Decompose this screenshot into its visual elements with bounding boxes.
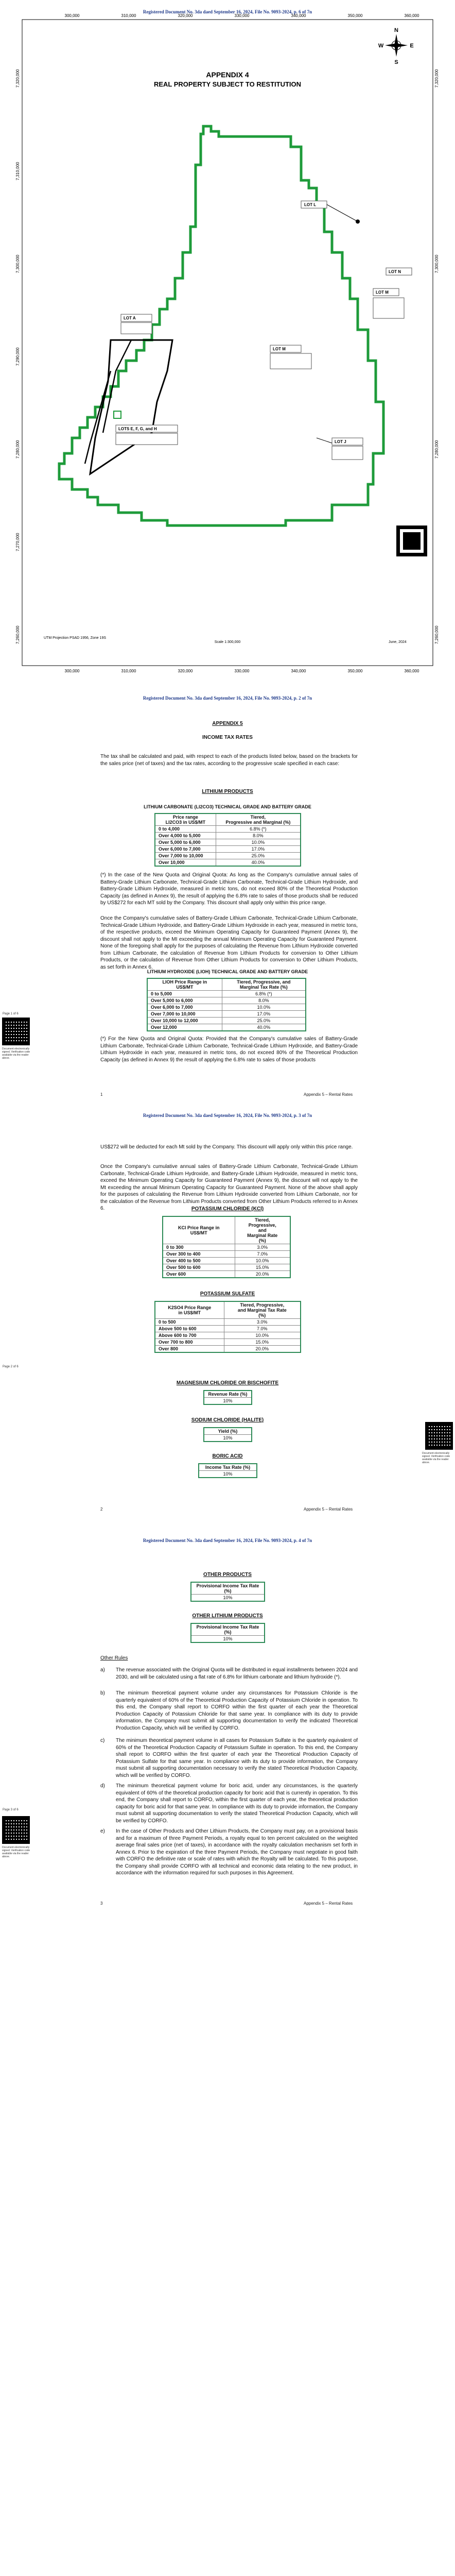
side-axis-label: 7,260,000 xyxy=(15,625,20,644)
lc-note-2: Once the Company's cumulative sales of Battery-Grade Lithium Carbonate, Technical-Grade Lithium Carbonate, Technical-Grade Lithium Hydroxide, and Battery-Grade Lithium Hydroxide in each year, measured in metric tons, of the respective products, exceed the Minimum Operating Capacity for Guaranteed Payment (Annex 9), the discount shall not apply to the MI exceeding the annual Minimum Operating Capacity for Guaranteed Payment. None of the foregoing shall apply for the purposes of calculating the Revenue from Lithium Hydroxide converted from Lithium Carbonate, the calculation of Revenue from Lithium Products for conversion to Other Lithium Products, or the calculation of Revenue from Other Lithium Products for conversion to Other Lithium Products, as set forth in Annex 6. xyxy=(100,916,358,970)
page-number: 2 xyxy=(100,1507,103,1512)
lithium-hydroxide-table xyxy=(147,978,306,1031)
lc-heading: LITHIUM CARBONATE (LI2CO3) TECHNICAL GRADE AND BATTERY GRADE xyxy=(144,804,311,809)
bottom-axis-label: 350,000 xyxy=(347,669,363,673)
other-lithium-heading: OTHER LITHIUM PRODUCTS xyxy=(192,1613,263,1619)
qr-code-icon xyxy=(425,1422,453,1450)
qr-code-icon xyxy=(2,1018,30,1045)
rule-key: a) xyxy=(100,1667,105,1673)
qr-caption: Document electronically signed. Verification code available via the reader above. xyxy=(2,1047,30,1060)
table-row: Over 5,000 to 6,000 10.0% xyxy=(155,839,301,846)
intro-paragraph: The tax shall be calculated and paid, with respect to each of the products listed below, based on the brackets for the sales price (net of taxes) and the tax rates, according to the progressive scale specified in each case: xyxy=(100,754,358,767)
map-registration-header: Registered Document No. 3da daed September 16, 2024, File No. 9093-2024, p. 6 of 7n xyxy=(143,9,312,14)
side-axis-label: 7,290,000 xyxy=(15,347,20,366)
bottom-axis-label: 340,000 xyxy=(291,669,306,673)
lh-note: (*) For the New Quota and Original Quota: Provided that the Company's cumulative sales of Battery-Grade Lithium Carbonate, Technical-Grade Lithium Carbonate, Technical-Grade Lithium Hydroxide, and Battery-Grade Lithium Hydroxide in each year, measured in metric tons, do not exceed 80% of the Theoretical Production Capacity (as defined in Annex 9) the result of applying the 6.8% rate to sales of those products xyxy=(100,1036,358,1063)
rule-text: The minimum theoretical payment volume for boric acid, under any circumstances, is the quarterly equivalent of 60% of the theoretical production capacity for boric acid that is currently in operation. To this end, the Company shall report to CORFO, within the first quarter of each year, the theoretical production capacity for boric acid for that same year. In compliance with its duty to provide information, the Company must submit all supporting documentation to verify the stated Theoretical Production Capacity, which will be verified by CORFO. xyxy=(116,1783,358,1824)
side-axis-label-right: 7,300,000 xyxy=(434,255,439,273)
side-page-number: Page 1 of 6 xyxy=(3,1012,19,1015)
qr-caption: Document electronically signed. Verification code available via the reader above. xyxy=(2,1846,30,1858)
col-header: Tiered, Progressive, and Marginal Tax Rate (%) xyxy=(222,978,306,991)
rule-key: c) xyxy=(100,1738,105,1743)
side-page-number: Page 2 of 6 xyxy=(3,1365,19,1368)
table-row: Above 500 to 600 7.0% xyxy=(155,1326,301,1332)
lot-label: LOT M xyxy=(273,347,286,351)
table-row: Over 10,000 to 12,000 25.0% xyxy=(147,1018,306,1024)
page-number: 1 xyxy=(100,1092,103,1097)
kcl-heading: POTASSIUM CHLORIDE (KCl) xyxy=(191,1206,264,1212)
col-header: Tiered, Progressive, and Marginal Tax Rate (%) xyxy=(224,1301,301,1319)
lot-label: LOT M xyxy=(376,290,389,295)
col-header: LIOH Price Range in US$/MT xyxy=(147,978,222,991)
lh-heading: LITHIUM HYDROXIDE (LIOH) TECHNICAL GRADE AND BATTERY GRADE xyxy=(147,969,308,974)
table-row: Over 6,000 to 7,000 17.0% xyxy=(155,846,301,853)
potassium-sulfate-table xyxy=(154,1301,301,1353)
table-row: Over 12,000 40.0% xyxy=(147,1024,306,1031)
registration-header: Registered Document No. 3da daed September 16, 2024, File No. 9093-2024, p. 4 of 7n xyxy=(143,1538,312,1543)
lot-label: LOTS E, F, G, and H xyxy=(118,427,157,431)
qr-code-icon xyxy=(2,1816,30,1844)
table-row: Over 4,000 to 5,000 8.0% xyxy=(155,833,301,839)
map-scale: Scale 1:300,000 xyxy=(214,640,241,644)
table-row: Over 400 to 500 10.0% xyxy=(163,1258,290,1264)
boric-heading: BORIC ACID xyxy=(212,1453,243,1459)
rule-key: d) xyxy=(100,1783,105,1789)
side-axis-label: 7,310,000 xyxy=(15,162,20,180)
side-axis-label: 7,320,000 xyxy=(15,69,20,88)
table-row: Over 300 to 400 7.0% xyxy=(163,1251,290,1258)
registration-header: Registered Document No. 3da daed September 16, 2024, File No. 9093-2024, p. 3 of 7n xyxy=(143,1113,312,1118)
table-row: Over 6,000 to 7,000 10.0% xyxy=(147,1004,306,1011)
svg-text:N: N xyxy=(394,27,398,33)
top-axis-label: 350,000 xyxy=(347,13,363,18)
bottom-axis-label: 360,000 xyxy=(404,669,419,673)
na-heading: SODIUM CHLORIDE (HALITE) xyxy=(191,1417,264,1423)
lithium-carbonate-table xyxy=(154,813,301,867)
col-header: KCl Price Range in US$/MT xyxy=(163,1216,235,1244)
svg-text:E: E xyxy=(410,43,414,49)
map-title-1: APPENDIX 4 xyxy=(206,71,249,79)
property-map xyxy=(13,10,442,675)
continuation-text: US$272 will be deducted for each Mt sold by the Company. This discount will apply only within this price range. xyxy=(100,1144,353,1150)
table-row: Over 600 20.0% xyxy=(163,1271,290,1278)
side-axis-label: 7,280,000 xyxy=(15,440,20,459)
boric-rate-box: Income Tax Rate (%) 10% xyxy=(198,1463,257,1478)
side-axis-label-right: 7,280,000 xyxy=(434,440,439,459)
side-page-number: Page 3 of 6 xyxy=(3,1808,19,1811)
lot-label: LOT N xyxy=(389,269,401,274)
rule-key: b) xyxy=(100,1690,105,1696)
map-date: June, 2024 xyxy=(389,640,407,644)
table-row: Over 800 20.0% xyxy=(155,1346,301,1353)
mg-rate-box: Revenue Rate (%) 10% xyxy=(203,1390,252,1405)
map-datum: UTM Projection PSAD 1956, Zone 19S xyxy=(44,636,107,640)
top-axis-label: 360,000 xyxy=(404,13,419,18)
top-axis-label: 320,000 xyxy=(178,13,193,18)
lot-label: LOT A xyxy=(124,316,136,320)
svg-text:S: S xyxy=(394,59,398,65)
rule-text: The revenue associated with the Original Quota will be distributed in equal installments between 2024 and 2030, and will be calculated using a flat rate of 6.8% for lithium carbonate and lithium hydroxide (*). xyxy=(116,1667,358,1680)
top-axis-label: 330,000 xyxy=(234,13,250,18)
table-row: Over 7,000 to 10,000 25.0% xyxy=(155,853,301,859)
col-header: Price range LI2CO3 in US$/MT xyxy=(155,814,216,826)
appendix-label: APPENDIX 5 xyxy=(212,721,243,726)
col-header: Tiered, Progressive and Marginal (%) xyxy=(216,814,301,826)
bottom-axis-label: 330,000 xyxy=(234,669,250,673)
table-row: Over 7,000 to 10,000 17.0% xyxy=(147,1011,306,1018)
rule-key: e) xyxy=(100,1828,105,1834)
col-header: Tiered, Progressive, and Marginal Rate (%) xyxy=(235,1216,290,1244)
table-row: 0 to 5,000 6.8% (*) xyxy=(147,991,306,997)
side-axis-label-right: 7,260,000 xyxy=(434,625,439,644)
side-axis-label-right: 7,320,000 xyxy=(434,69,439,88)
table-row: Over 5,000 to 6,000 8.0% xyxy=(147,997,306,1004)
other-products-box: Provisional Income Tax Rate (%) 10% xyxy=(190,1582,265,1602)
qr-caption: Document electronically signed. Verification code available via the reader above. xyxy=(422,1452,450,1464)
map-title-2: REAL PROPERTY SUBJECT TO RESTITUTION xyxy=(153,80,302,88)
mg-heading: MAGNESIUM CHLORIDE OR BISCHOFITE xyxy=(176,1380,279,1386)
page-footer: Appendix 5 – Rental Rates xyxy=(304,1507,353,1512)
discount-paragraph: Once the Company's cumulative annual sales of Battery-Grade Lithium Carbonate, Technical-Grade Lithium Carbonate, Technical-Grade Lithium Hydroxide, and Battery-Grade Lithium Hydroxide, measured in metric tons, exceed the Minimum Operating Capacity for Guaranteed Payment (Annex 9), the discount will not apply to the Mt exceeding the annual Minimum Operating Capacity for Guaranteed Payment. None of the above shall apply for the purposes of calculating the Revenue from Lithium Hydroxide converted from Lithium Carbonate, nor for the calculation of the Revenue from Lithium Products converted from Other Lithium Products referred to in Annex 6. xyxy=(100,1164,358,1211)
other-lithium-box: Provisional Income Tax Rate (%) 10% xyxy=(190,1623,265,1643)
table-row: 0 to 500 3.0% xyxy=(155,1319,301,1326)
lot-label: LOT J xyxy=(335,439,346,444)
lc-note-1: (*) In the case of the New Quota and Original Quota: As long as the Company's cumulative annual sales of Battery-Grade Lithium Carbonate, Technical-Grade Lithium Carbonate, Technical-Grade Lithium Hydroxide, and Battery-Grade Lithium Hydroxide, measured in metric tons, do not exceed 80% of the Theoretical Production Capacity (as defined in Annex 9), the result of applying the 6.8% rate to sales of those products shall be reduced by US$272 for each MT sold by the Company. This discount shall apply only within this price range. xyxy=(100,872,358,906)
top-axis-label: 300,000 xyxy=(64,13,80,18)
rule-text: The minimum theoretical payment volume under any circumstances for Potassium Chloride is the quarterly equivalent of 60% of the Theoretical Production Capacity of Potassium Chloride in operation. To this end, the Company shall report to CORFO within the first quarter of each year the Theoretical Production Capacity of Potassium Chloride for that same year. In compliance with its duty to provide information, the Company must submit all supporting documentation to verify the indicated Theoretical Production Capacity, which will be verified by CORFO. xyxy=(116,1690,358,1731)
table-row: 0 to 4,000 6.8% (*) xyxy=(155,826,301,833)
page-number: 3 xyxy=(100,1901,103,1906)
top-axis-label: 340,000 xyxy=(291,13,306,18)
table-row: Over 700 to 800 15.0% xyxy=(155,1339,301,1346)
side-axis-label: 7,270,000 xyxy=(15,533,20,551)
table-row: Over 500 to 600 15.0% xyxy=(163,1264,290,1271)
lot-label: LOT L xyxy=(304,202,317,207)
bottom-axis-label: 300,000 xyxy=(64,669,80,673)
rule-text: In the case of Other Products and Other Lithium Products, the Company must pay, on a provisional basis and for a maximum of three Payment Periods, a royalty equal to ten percent calculated on the weighted average final sales price (net of taxes), in accordance with the royalty calculation mechanism set forth in Annex 6. Prior to the expiration of the three Payment Periods, the Company must negotiate in good faith with CORFO the definitive rate or scale of rates with which the Royalty will be calculated. To this purpose, the Company shall provide CORFO with all technical and economic data relating to the new product, in accordance with the information required for such purposes in this Agreement. xyxy=(116,1828,358,1876)
lithium-heading: LITHIUM PRODUCTS xyxy=(202,789,253,794)
top-axis-label: 310,000 xyxy=(121,13,136,18)
col-header: K2SO4 Price Range in US$/MT xyxy=(155,1301,224,1319)
bottom-axis-label: 320,000 xyxy=(178,669,193,673)
side-axis-label: 7,300,000 xyxy=(15,255,20,273)
rules-heading: Other Rules xyxy=(100,1655,128,1661)
page-footer: Appendix 5 – Rental Rates xyxy=(304,1092,353,1097)
bottom-axis-label: 310,000 xyxy=(121,669,136,673)
page-title: INCOME TAX RATES xyxy=(202,735,253,740)
table-row: 0 to 300 3.0% xyxy=(163,1244,290,1251)
kcl-table xyxy=(162,1216,291,1278)
table-row: Above 600 to 700 10.0% xyxy=(155,1332,301,1339)
ks-heading: POTASSIUM SULFATE xyxy=(200,1291,255,1297)
rule-text: The minimum theoretical payment volume in all cases for Potassium Sulfate is the quarterly equivalent of 60% of the Theoretical Production Capacity of Potassium Sulfate in operation. To this end, the Company shall report to CORFO within the first quarter of each year the Theoretical Production Capacity of Potassium Sulfate for that same year. In compliance with its duty to provide information, the Company must submit all supporting documentation necessary to verify the stated Theoretical Production Capacity, which will be verified by CORFO. xyxy=(116,1738,358,1778)
svg-text:W: W xyxy=(378,43,384,49)
other-products-heading: OTHER PRODUCTS xyxy=(203,1572,252,1578)
table-row: Over 10,000 40.0% xyxy=(155,859,301,867)
na-rate-box: Yield (%) 10% xyxy=(203,1427,252,1442)
registration-header: Registered Document No. 3da daed September 16, 2024, File No. 9093-2024, p. 2 of 7n xyxy=(143,696,312,701)
page-footer: Appendix 5 – Rental Rates xyxy=(304,1901,353,1906)
